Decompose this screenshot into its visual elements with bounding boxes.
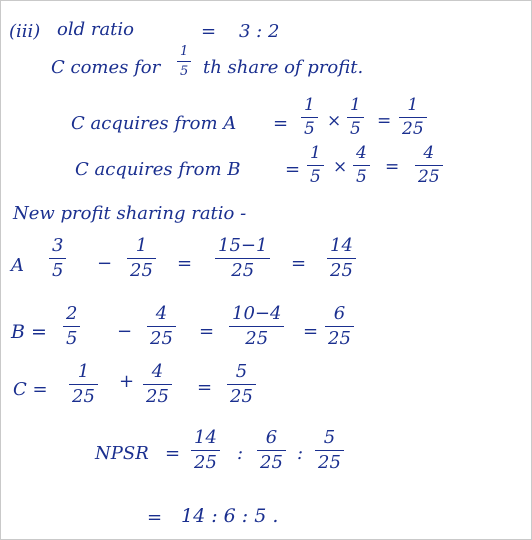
fraction-bar [177, 61, 191, 62]
denominator: 25 [72, 386, 95, 407]
numerator: 1 [350, 95, 361, 115]
npsr-label: NPSR [95, 443, 149, 464]
fraction-bar [353, 165, 370, 166]
numerator: 4 [356, 143, 367, 163]
fraction [301, 97, 318, 138]
equals-sign: = [201, 21, 217, 42]
equals-sign: = [291, 253, 307, 274]
plus-sign: + [119, 371, 135, 392]
denominator: 25 [146, 386, 169, 407]
ratio-colon: : [297, 443, 304, 464]
fraction-bar [127, 258, 156, 259]
fraction-result [325, 305, 354, 348]
numerator: 1 [407, 95, 419, 115]
fraction [307, 145, 324, 186]
denominator: 25 [230, 386, 253, 407]
numerator: 1 [180, 44, 189, 59]
fraction [147, 305, 176, 348]
fraction-bar [229, 326, 284, 327]
numerator: 5 [323, 427, 336, 448]
fraction-result [227, 363, 256, 406]
fraction-bar [327, 258, 356, 259]
old-ratio-value: 3 : 2 [239, 21, 280, 42]
numerator: 5 [235, 361, 248, 382]
equals-sign: = [197, 377, 213, 398]
numerator: 4 [423, 143, 435, 163]
denominator: 25 [231, 260, 255, 281]
row-a-label: A [11, 255, 24, 276]
fraction-bar [315, 450, 344, 451]
equals-sign: = [165, 443, 181, 464]
numerator: 10−4 [232, 303, 282, 324]
multiply-sign: × [327, 111, 342, 131]
fraction-bar [147, 326, 176, 327]
fraction-bar [257, 450, 286, 451]
denominator: 5 [52, 260, 64, 281]
part-label: (iii) [9, 21, 41, 42]
fraction [257, 429, 286, 472]
fraction [347, 97, 364, 138]
equals-sign: = [199, 321, 215, 342]
fraction [315, 429, 344, 472]
numerator: 1 [135, 235, 148, 256]
numerator: 6 [265, 427, 278, 448]
ratio-colon: : [237, 443, 244, 464]
numerator: 2 [66, 303, 78, 324]
fraction-bar [347, 117, 364, 118]
numerator: 4 [155, 303, 168, 324]
denominator: 25 [245, 328, 269, 349]
denominator: 25 [130, 260, 153, 281]
equals-sign: = [377, 111, 392, 131]
fraction-result [415, 145, 443, 186]
denominator: 25 [150, 328, 173, 349]
denominator: 5 [180, 64, 189, 79]
fraction [353, 145, 370, 186]
fraction [143, 363, 172, 406]
denominator: 5 [304, 119, 315, 139]
numerator: 15−1 [218, 235, 268, 256]
intro-text: C comes for [51, 57, 161, 78]
fraction-bar [307, 165, 324, 166]
fraction-one-fifth [177, 45, 191, 78]
numerator: 14 [194, 427, 217, 448]
fraction-bar [143, 384, 172, 385]
denominator: 5 [356, 167, 367, 187]
numerator: 1 [77, 361, 90, 382]
equals-sign: = [385, 157, 400, 177]
intro-text-end: th share of profit. [203, 57, 364, 78]
numerator: 1 [304, 95, 315, 115]
denominator: 5 [310, 167, 321, 187]
numerator: 14 [330, 235, 353, 256]
fraction-bar [227, 384, 256, 385]
fraction [63, 305, 80, 348]
old-ratio-label: old ratio [57, 19, 135, 40]
row-b-label: B = [11, 321, 47, 343]
minus-sign: − [97, 253, 113, 274]
fraction-bar [215, 258, 270, 259]
fraction-bar [301, 117, 318, 118]
fraction-result [399, 97, 427, 138]
acquire-from-a-label: C acquires from A [71, 113, 237, 134]
multiply-sign: × [333, 157, 348, 177]
equals-sign: = [285, 159, 301, 180]
minus-sign: − [117, 321, 133, 342]
acquire-from-b-label: C acquires from B [75, 159, 241, 180]
fraction-bar [325, 326, 354, 327]
fraction-bar [399, 117, 427, 118]
fraction-bar [69, 384, 98, 385]
fraction [69, 363, 98, 406]
denominator: 25 [318, 452, 341, 473]
denominator: 25 [418, 167, 440, 187]
denominator: 25 [330, 260, 353, 281]
numerator: 1 [310, 143, 321, 163]
fraction-bar [415, 165, 443, 166]
equals-sign: = [273, 113, 289, 134]
denominator: 25 [260, 452, 283, 473]
new-ratio-heading: New profit sharing ratio - [13, 203, 247, 224]
fraction [49, 237, 66, 280]
numerator: 6 [333, 303, 346, 324]
fraction [191, 429, 220, 472]
fraction-bar [63, 326, 80, 327]
fraction [127, 237, 156, 280]
denominator: 5 [66, 328, 78, 349]
fraction [229, 305, 284, 348]
denominator: 25 [402, 119, 424, 139]
equals-sign: = [147, 507, 163, 528]
fraction-result [327, 237, 356, 280]
fraction-bar [49, 258, 66, 259]
denominator: 5 [350, 119, 361, 139]
equals-sign: = [303, 321, 319, 342]
denominator: 25 [328, 328, 351, 349]
equals-sign: = [177, 253, 193, 274]
denominator: 25 [194, 452, 217, 473]
fraction [215, 237, 270, 280]
row-c-label: C = [13, 379, 48, 400]
numerator: 4 [151, 361, 164, 382]
numerator: 3 [52, 235, 64, 256]
fraction-bar [191, 450, 220, 451]
final-ratio: 14 : 6 : 5 . [181, 505, 279, 527]
